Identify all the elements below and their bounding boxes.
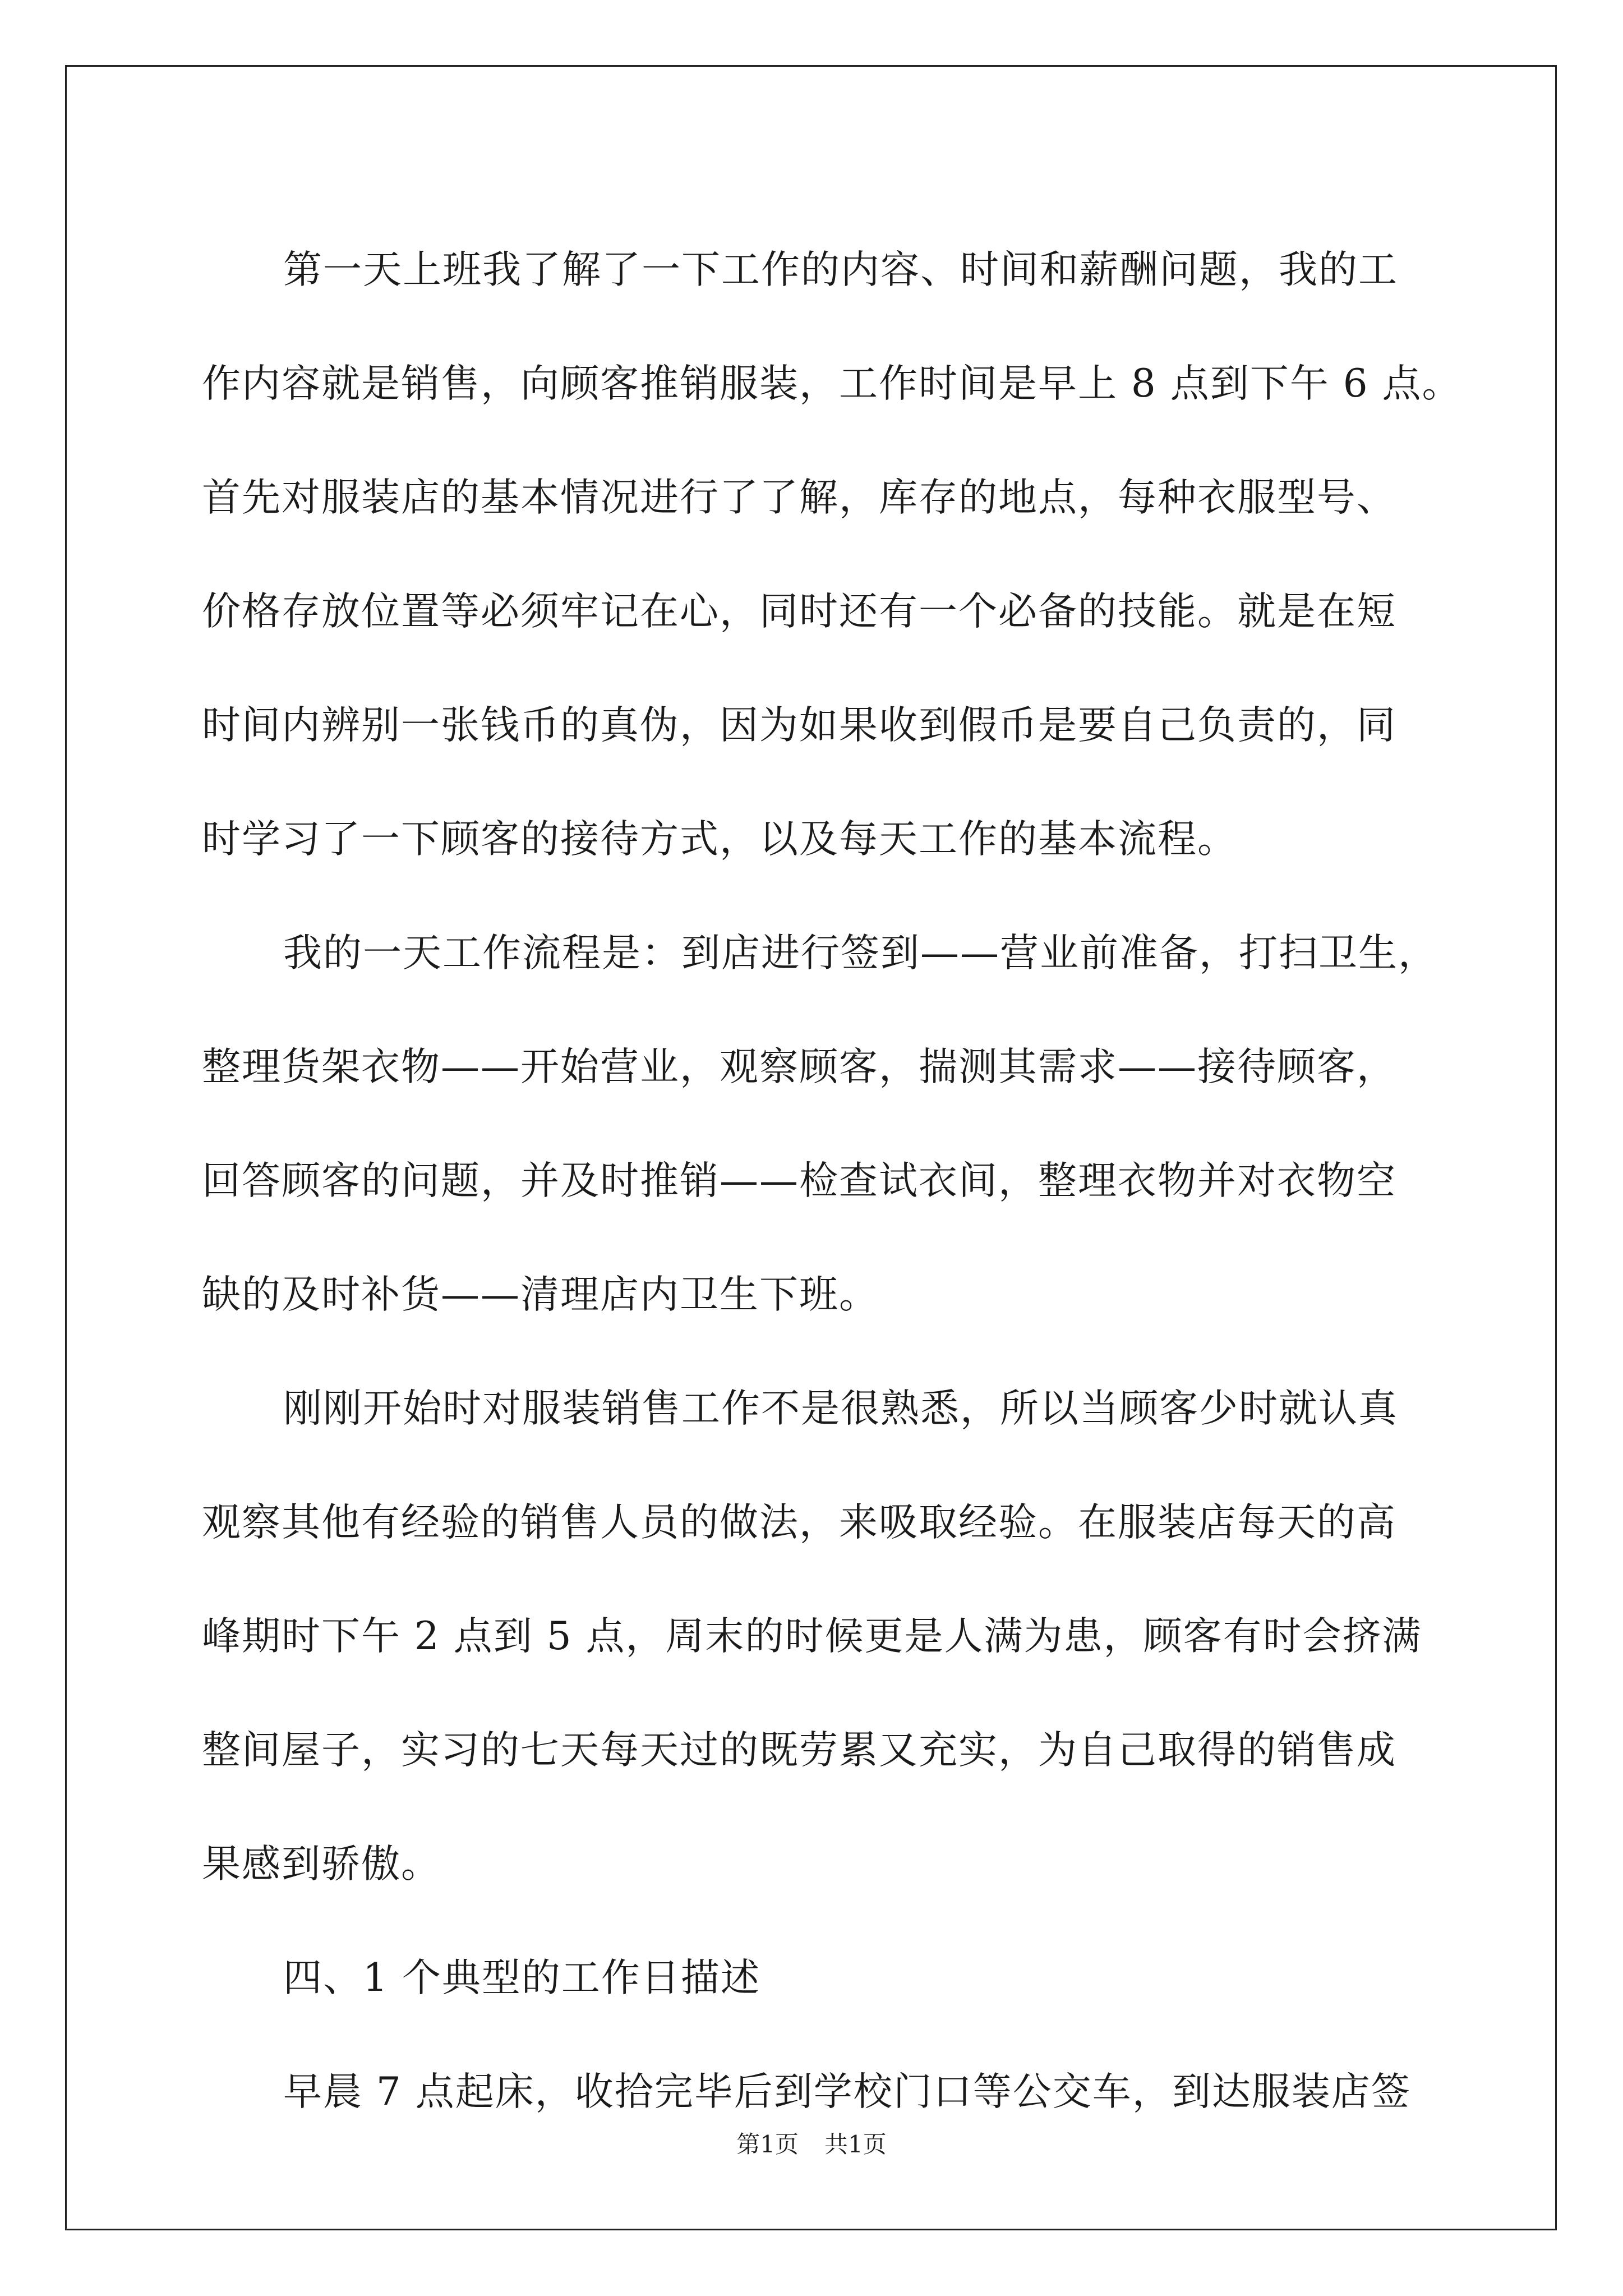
paragraph [202,896,1436,1352]
text-line: 整理货架衣物——开始营业，观察顾客，揣测其需求——接待顾客， [202,1045,1396,1089]
document-body [202,213,1462,2149]
text-line: 价格存放位置等必须牢记在心，同时还有一个必备的技能。就是在短 [202,589,1396,634]
paragraph [202,213,1462,896]
text-line: 时学习了一下顾客的接待方式，以及每天工作的基本流程。 [202,817,1237,862]
section-heading [202,1921,1436,2035]
page-total: 共1页 [824,2131,887,2158]
text-line: 时间内辨别一张钱币的真伪，因为如果收到假币是要自己负责的，同 [202,703,1396,748]
text-line: 四、1 个典型的工作日描述 [283,1955,760,2000]
text-line: 缺的及时补货——清理店内卫生下班。 [202,1272,879,1317]
text-line: 第一天上班我了解了一下工作的内容、时间和薪酬问题，我的工 [283,247,1398,292]
text-line: 早晨 7 点起床，收拾完毕后到学校门口等公交车，到达服装店签 [283,2069,1411,2114]
paragraph [202,1352,1436,1921]
text-line: 观察其他有经验的销售人员的做法，来吸取经验。在服装店每天的高 [202,1500,1396,1545]
text-line: 我的一天工作流程是：到店进行签到——营业前准备，打扫卫生， [283,931,1438,976]
text-line: 回答顾客的问题，并及时推销——检查试衣间，整理衣物并对衣物空 [202,1158,1396,1203]
text-line: 峰期时下午 2 点到 5 点，周末的时候更是人满为患，顾客有时会挤满 [202,1614,1422,1659]
page-footer [0,2126,1623,2160]
text-line: 刚刚开始时对服装销售工作不是很熟悉，所以当顾客少时就认真 [283,1386,1398,1431]
text-line: 作内容就是销售，向顾客推销服装，工作时间是早上 8 点到下午 6 点。 [202,361,1462,406]
page-number: 第1页 [736,2131,799,2158]
text-line: 整间屋子，实习的七天每天过的既劳累又充实，为自己取得的销售成 [202,1728,1396,1773]
text-line: 果感到骄傲。 [202,1842,441,1887]
text-line: 首先对服装店的基本情况进行了了解，库存的地点，每种衣服型号、 [202,475,1396,520]
